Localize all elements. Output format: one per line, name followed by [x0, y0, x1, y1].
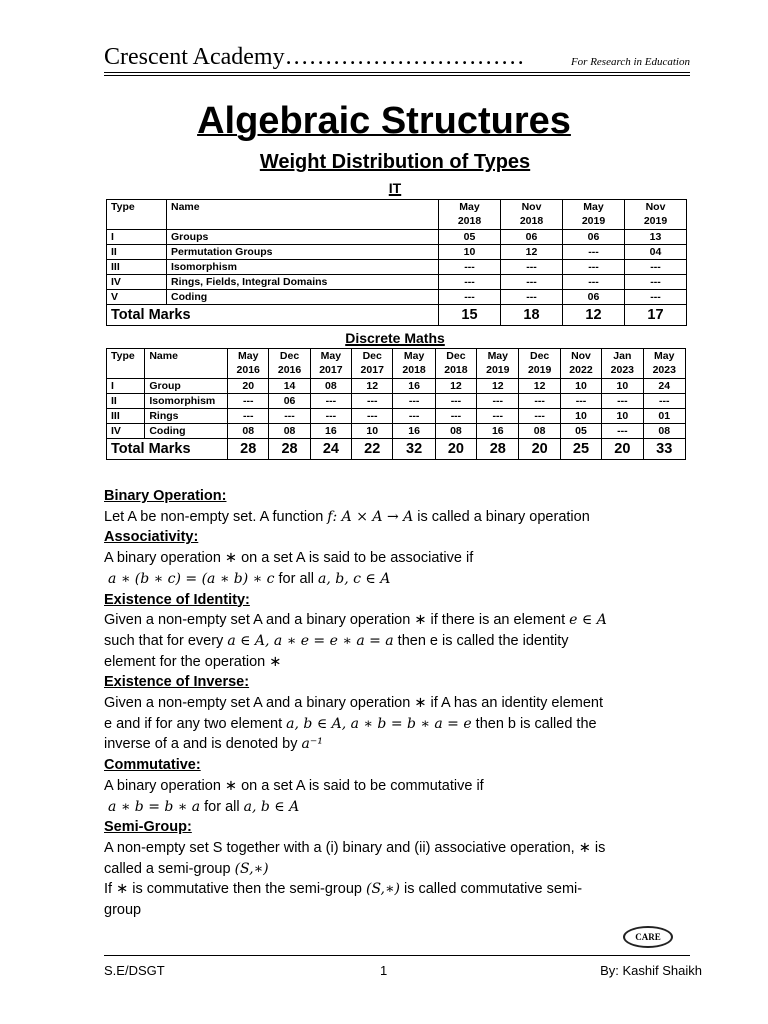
- table-cell: 06: [563, 230, 625, 245]
- inverse-text-3: inverse of a and is denoted by a⁻¹: [104, 736, 323, 753]
- table-cell: 08: [435, 424, 476, 439]
- table-cell: Isomorphism: [167, 260, 439, 275]
- table-cell: Groups: [167, 230, 439, 245]
- table-cell: ---: [519, 394, 560, 409]
- table-cell: ---: [643, 394, 686, 409]
- table-cell: 01: [643, 409, 686, 424]
- table-cell: 10: [560, 379, 601, 394]
- total-value: 24: [310, 439, 351, 460]
- table-cell: ---: [269, 409, 310, 424]
- table-cell: II: [107, 245, 167, 260]
- table-cell: ---: [563, 275, 625, 290]
- table-cell: ---: [228, 394, 269, 409]
- table-cell: 05: [560, 424, 601, 439]
- associativity-text: A binary operation ∗ on a set A is said to be associative if: [104, 550, 474, 567]
- table-header-row: [107, 349, 686, 379]
- binary-operation-heading: Binary Operation:: [104, 488, 227, 504]
- associativity-formula: a ∗ (b ∗ c) = (a ∗ b) ∗ c for all a, b, c ∈ A: [108, 570, 391, 587]
- table-cell: Permutation Groups: [167, 245, 439, 260]
- column-header: May 2018: [393, 349, 435, 379]
- commutative-text: A binary operation ∗ on a set A is said to be commutative if: [104, 777, 484, 794]
- table-cell: 10: [602, 379, 643, 394]
- table-cell: ---: [435, 409, 476, 424]
- column-header: May 2016: [228, 349, 269, 379]
- table-row: [107, 290, 687, 305]
- definitions: [104, 486, 704, 921]
- total-row: [107, 439, 686, 460]
- table-cell: ---: [310, 394, 351, 409]
- column-header: May 2019: [477, 349, 519, 379]
- semigroup-text: A non-empty set S together with a (i) binary and (ii) associative operation, ∗ is: [104, 839, 606, 856]
- column-header: Nov 2019: [625, 200, 687, 230]
- table-cell: ---: [477, 394, 519, 409]
- dm-weight-table: [106, 348, 686, 460]
- identity-text-2: such that for every a ∈ A, a ∗ e = e ∗ a = a then e is called the identity: [104, 632, 569, 649]
- header-rule: [104, 72, 690, 73]
- table-cell: 20: [228, 379, 269, 394]
- dm-table-caption: Discrete Maths: [345, 330, 445, 346]
- commutative-heading: Commutative:: [104, 757, 201, 774]
- table-cell: I: [107, 230, 167, 245]
- column-header: Dec 2018: [435, 349, 476, 379]
- table-row: [107, 394, 686, 409]
- column-header: Type: [107, 349, 145, 379]
- footer-rule: [104, 955, 690, 956]
- tagline: For Research in Education: [570, 56, 690, 68]
- table-cell: ---: [625, 290, 687, 305]
- identity-text-3: element for the operation ∗: [104, 653, 282, 670]
- table-cell: 12: [477, 379, 519, 394]
- table-cell: Group: [145, 379, 228, 394]
- table-cell: ---: [228, 409, 269, 424]
- table-cell: ---: [563, 245, 625, 260]
- table-cell: ---: [602, 394, 643, 409]
- page-title: Algebraic Structures: [197, 100, 571, 142]
- commutative-formula: a ∗ b = b ∗ a for all a, b ∈ A: [108, 798, 300, 815]
- page-subtitle: Weight Distribution of Types: [259, 151, 531, 173]
- total-row: [107, 305, 687, 326]
- table-cell: 13: [625, 230, 687, 245]
- identity-heading: Existence of Identity:: [104, 591, 250, 608]
- table-cell: 16: [310, 424, 351, 439]
- table-cell: 05: [439, 230, 501, 245]
- total-value: 20: [435, 439, 476, 460]
- associativity-heading: Associativity:: [104, 529, 199, 546]
- table-cell: ---: [625, 260, 687, 275]
- table-cell: 06: [501, 230, 563, 245]
- table-cell: 08: [643, 424, 686, 439]
- column-header: Name: [145, 349, 228, 379]
- table-cell: ---: [439, 275, 501, 290]
- table-cell: 12: [435, 379, 476, 394]
- table-cell: 10: [352, 424, 393, 439]
- column-header: Jan 2023: [602, 349, 643, 379]
- semigroup-text-4: group: [104, 902, 142, 919]
- total-label: Total Marks: [107, 305, 439, 326]
- table-cell: 16: [477, 424, 519, 439]
- table-cell: 10: [560, 409, 601, 424]
- table-cell: ---: [560, 394, 601, 409]
- table-cell: 12: [501, 245, 563, 260]
- total-value: 17: [625, 305, 687, 326]
- table-cell: 04: [625, 245, 687, 260]
- table-cell: 06: [563, 290, 625, 305]
- table-cell: IV: [107, 424, 145, 439]
- table-row: [107, 230, 687, 245]
- table-cell: ---: [625, 275, 687, 290]
- table-cell: ---: [602, 424, 643, 439]
- total-value: 22: [352, 439, 393, 460]
- table-cell: ---: [393, 394, 435, 409]
- table-cell: ---: [563, 260, 625, 275]
- semigroup-heading: Semi-Group:: [104, 819, 192, 836]
- table-cell: 06: [269, 394, 310, 409]
- table-cell: 08: [310, 379, 351, 394]
- it-table-caption: IT: [388, 180, 402, 196]
- column-header: Dec 2017: [352, 349, 393, 379]
- table-cell: ---: [501, 260, 563, 275]
- total-label: Total Marks: [107, 439, 228, 460]
- column-header: Dec 2016: [269, 349, 310, 379]
- table-cell: ---: [477, 409, 519, 424]
- total-value: 33: [643, 439, 686, 460]
- page-header: [104, 44, 690, 74]
- table-row: [107, 379, 686, 394]
- semigroup-text-3: If ∗ is commutative then the semi-group (S,∗) is called commutative semi-: [104, 881, 583, 898]
- table-cell: ---: [352, 394, 393, 409]
- table-cell: I: [107, 379, 145, 394]
- table-cell: ---: [352, 409, 393, 424]
- table-row: [107, 409, 686, 424]
- table-cell: 12: [519, 379, 560, 394]
- column-header: Name: [167, 200, 439, 230]
- total-value: 18: [501, 305, 563, 326]
- table-row: [107, 245, 687, 260]
- table-cell: 16: [393, 379, 435, 394]
- page-number: 1: [380, 963, 388, 978]
- binary-operation-text: Let A be non-empty set. A function f: A × A → A is called a binary operation: [104, 508, 590, 525]
- semigroup-text-2: called a semi-group (S,∗): [104, 860, 269, 877]
- header-rule-thin: [104, 75, 690, 76]
- footer-course: S.E/DSGT: [104, 963, 165, 978]
- identity-text: Given a non-empty set A and a binary operation ∗ if there is an element e ∈ A: [104, 612, 607, 629]
- table-cell: ---: [439, 290, 501, 305]
- column-header: May 2019: [563, 200, 625, 230]
- table-cell: 10: [439, 245, 501, 260]
- table-cell: ---: [501, 275, 563, 290]
- table-cell: ---: [519, 409, 560, 424]
- table-cell: III: [107, 260, 167, 275]
- table-cell: Rings, Fields, Integral Domains: [167, 275, 439, 290]
- column-header: Nov 2022: [560, 349, 601, 379]
- table-cell: 16: [393, 424, 435, 439]
- it-weight-table: [106, 199, 687, 326]
- column-header: Dec 2019: [519, 349, 560, 379]
- table-cell: ---: [310, 409, 351, 424]
- inverse-heading: Existence of Inverse:: [104, 674, 250, 691]
- inverse-text-2: e and if for any two element a, b ∈ A, a ∗ b = b ∗ a = e then b is called the: [104, 715, 597, 732]
- total-value: 32: [393, 439, 435, 460]
- table-cell: Isomorphism: [145, 394, 228, 409]
- table-cell: V: [107, 290, 167, 305]
- table-cell: ---: [439, 260, 501, 275]
- column-header: Type: [107, 200, 167, 230]
- inverse-text: Given a non-empty set A and a binary operation ∗ if A has an identity element: [104, 695, 604, 712]
- total-value: 28: [477, 439, 519, 460]
- total-value: 28: [269, 439, 310, 460]
- table-cell: Coding: [145, 424, 228, 439]
- total-value: 20: [602, 439, 643, 460]
- column-header: May 2023: [643, 349, 686, 379]
- table-cell: II: [107, 394, 145, 409]
- total-value: 15: [439, 305, 501, 326]
- total-value: 28: [228, 439, 269, 460]
- table-cell: 10: [602, 409, 643, 424]
- total-value: 25: [560, 439, 601, 460]
- total-value: 20: [519, 439, 560, 460]
- table-cell: IV: [107, 275, 167, 290]
- footer-author: By: Kashif Shaikh: [600, 963, 702, 978]
- table-cell: Coding: [167, 290, 439, 305]
- table-cell: Rings: [145, 409, 228, 424]
- care-logo: CARE: [623, 926, 673, 948]
- column-header: May 2018: [439, 200, 501, 230]
- table-row: [107, 424, 686, 439]
- table-cell: ---: [435, 394, 476, 409]
- table-cell: 08: [519, 424, 560, 439]
- total-value: 12: [563, 305, 625, 326]
- column-header: Nov 2018: [501, 200, 563, 230]
- table-cell: 24: [643, 379, 686, 394]
- table-cell: III: [107, 409, 145, 424]
- table-cell: 14: [269, 379, 310, 394]
- column-header: May 2017: [310, 349, 351, 379]
- table-row: [107, 260, 687, 275]
- table-cell: 08: [228, 424, 269, 439]
- table-row: [107, 275, 687, 290]
- table-cell: ---: [393, 409, 435, 424]
- table-cell: 08: [269, 424, 310, 439]
- table-cell: 12: [352, 379, 393, 394]
- table-header-row: [107, 200, 687, 230]
- table-cell: ---: [501, 290, 563, 305]
- academy-name: Crescent Academy…………………………: [104, 44, 525, 70]
